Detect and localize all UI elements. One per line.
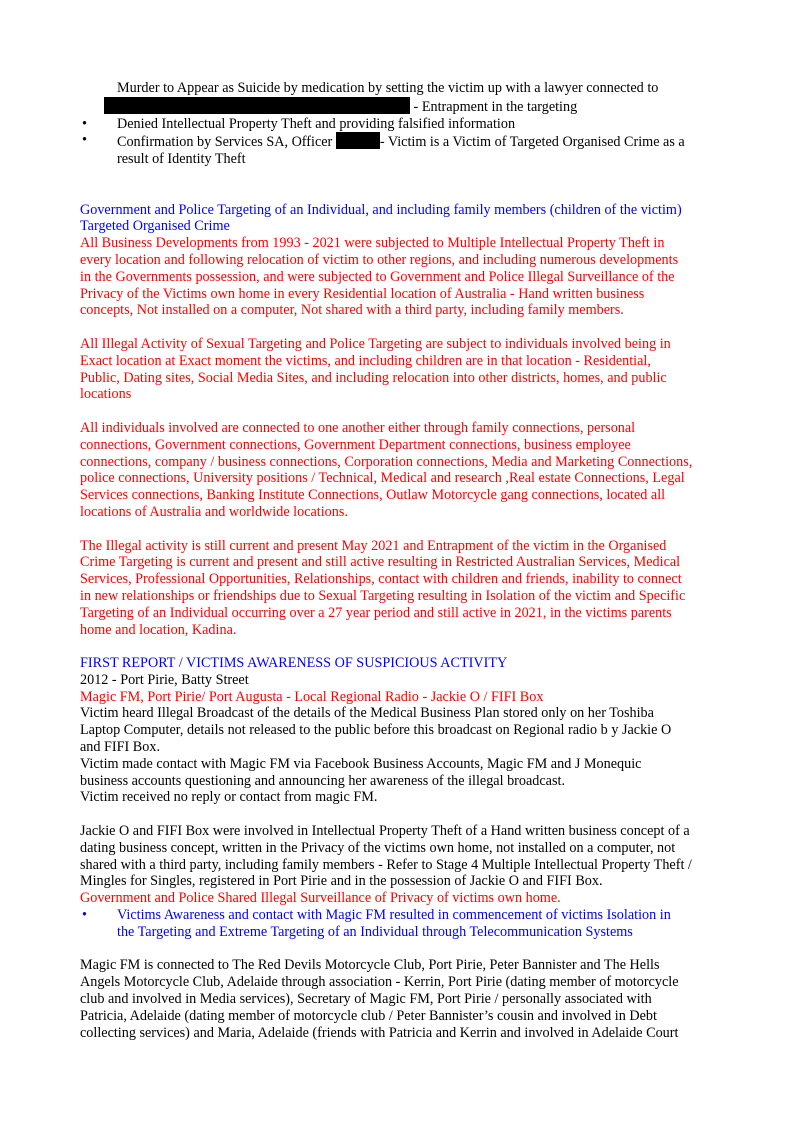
text-line: All Illegal Activity of Sexual Targeting and Police Targeting are subject to individuals involved being in — [80, 335, 671, 352]
text-line: Victim heard Illegal Broadcast of the details of the Medical Business Plan stored only on her Toshiba — [80, 705, 654, 722]
paragraph — [80, 957, 720, 1041]
text-line: Public, Dating sites, Social Media Sites, and including relocation into other districts, homes, and public — [80, 369, 667, 386]
intro-line-2-text: - Entrapment in the targeting — [410, 98, 578, 115]
bullet-item — [80, 132, 720, 168]
text-line: home and location, Kadina. — [80, 621, 237, 638]
text-line: Privacy of the Victims own home in every Residential location of Australia - Hand written business — [80, 285, 645, 302]
bullet-text: Denied Intellectual Property Theft and providing falsified information — [117, 115, 516, 132]
text-line: connections, Government connections, Government Department connections, business employee — [80, 436, 631, 453]
intro-line-2 — [80, 97, 720, 116]
text-line: collecting services) and Maria, Adelaide (friends with Patricia and Kerrin and involved in Adelaide Court — [80, 1024, 679, 1041]
text-line: locations of Australia and worldwide locations. — [80, 503, 348, 520]
paragraph — [80, 336, 720, 403]
section-subheading: Targeted Organised Crime — [80, 218, 230, 235]
text-line: All individuals involved are connected to one another either through family connections, personal — [80, 419, 636, 436]
text-line: and FIFI Box. — [80, 739, 161, 756]
text-line: shared with a third party, including family members - Refer to Stage 4 Multiple Intellectual Property Theft / — [80, 856, 692, 873]
text-line: every location and following relocation of victim to other regions, and including numerous developments — [80, 251, 679, 268]
bullet-text: Confirmation by Services SA, Officer — [117, 134, 336, 151]
text-line: Jackie O and FIFI Box were involved in Intellectual Property Theft of a Hand written business concept of a — [80, 823, 690, 840]
text-line: Patricia, Adelaide (dating member of motorcycle club / Peter Bannister’s cousin and involved in Debt — [80, 1007, 657, 1024]
text-line: Targeting of an Individual occurring over a 27 year period and still active in 2021, in the victims parents — [80, 604, 672, 621]
text-line: Victim made contact with Magic FM via Facebook Business Accounts, Magic FM and J Monequic — [80, 755, 642, 772]
section-heading: FIRST REPORT / VICTIMS AWARENESS OF SUSPICIOUS ACTIVITY — [80, 655, 508, 672]
text-line: Laptop Computer, details not released to the public before this broadcast on Regional radio b y Jackie O — [80, 722, 672, 739]
text-line: locations — [80, 386, 132, 403]
text-line: The Illegal activity is still current and present May 2021 and Entrapment of the victim in the Organised — [80, 537, 667, 554]
bullet-icon: • — [82, 132, 87, 149]
text-line: Crime Targeting is current and present and still active resulting in Restricted Australian Services, Medical — [80, 554, 681, 571]
paragraph — [80, 420, 720, 521]
bullet-text: the Targeting and Extreme Targeting of an Individual through Telecommunication Systems — [117, 923, 633, 940]
section-heading: Government and Police Targeting of an Individual, and including family members (children of the victim) — [80, 201, 682, 218]
text-line: Mingles for Singles, registered in Port Pirie and in the possession of Jackie O and FIFI Box. — [80, 873, 603, 890]
redaction-bar — [336, 132, 380, 149]
text-line: dating business concept, written in the Privacy of the victims own home, not installed on a computer, not — [80, 839, 676, 856]
intro-line: Murder to Appear as Suicide by medication by setting the victim up with a lawyer connected to — [117, 80, 659, 96]
text-line: concepts, Not installed on a computer, Not shared with a third party, including family members. — [80, 302, 624, 319]
bullet-text: result of Identity Theft — [117, 151, 246, 168]
section-subheading: Magic FM, Port Pirie/ Port Augusta - Local Regional Radio - Jackie O / FIFI Box — [80, 688, 544, 705]
text-line: connections, company / business connections, Corporation connections, Media and Marketing Connections, — [80, 453, 693, 470]
text-line: Services connections, Banking Institute Connections, Outlaw Motorcycle gang connections, located all — [80, 487, 666, 504]
paragraph — [80, 235, 720, 319]
bullet-item — [80, 116, 720, 133]
text-line: in new relationships or friendships due to Sexual Targeting resulting in Isolation of the victim and Specific — [80, 587, 686, 604]
paragraph — [80, 823, 720, 890]
text-line: All Business Developments from 1993 - 2021 were subjected to Multiple Intellectual Property Theft in — [80, 235, 665, 252]
text-line: Exact location at Exact moment the victims, and including children are in that location - Residential, — [80, 352, 651, 369]
bullet-text: - Victim is a Victim of Targeted Organised Crime as a — [379, 134, 685, 151]
bullet-item — [80, 907, 720, 941]
text-line: Magic FM is connected to The Red Devils Motorcycle Club, Port Pirie, Peter Bannister and The Hells — [80, 957, 660, 974]
text-line: Angels Motorcycle Club, Adelaide through association - Kerrin, Port Pirie (dating member of motorcycle — [80, 974, 679, 991]
text-line: Services, Professional Opportunities, Relationships, contact with children and friends, inability to connect — [80, 571, 682, 588]
text-line: business accounts questioning and announcing her awareness of the illegal broadcast. — [80, 772, 565, 789]
text-line: police connections, University positions / Technical, Medical and research ,Real estate Connections, Legal — [80, 470, 685, 487]
text-line: Victim received no reply or contact from magic FM. — [80, 789, 378, 806]
paragraph — [80, 538, 720, 639]
date-location: 2012 - Port Pirie, Batty Street — [80, 671, 249, 688]
highlight-line: Government and Police Shared Illegal Surveillance of Privacy of victims own home. — [80, 890, 561, 907]
bullet-icon: • — [82, 115, 87, 132]
bullet-icon: • — [82, 907, 87, 924]
document-page — [80, 80, 720, 1041]
bullet-text: Victims Awareness and contact with Magic FM resulted in commencement of victims Isolation in — [117, 907, 671, 924]
text-line: club and involved in Media services), Secretary of Magic FM, Port Pirie / personally associated with — [80, 991, 652, 1008]
text-line: in the Governments possession, and were subjected to Government and Police Illegal Surveillance of the — [80, 268, 675, 285]
paragraph — [80, 705, 720, 806]
redaction-bar — [104, 97, 410, 114]
